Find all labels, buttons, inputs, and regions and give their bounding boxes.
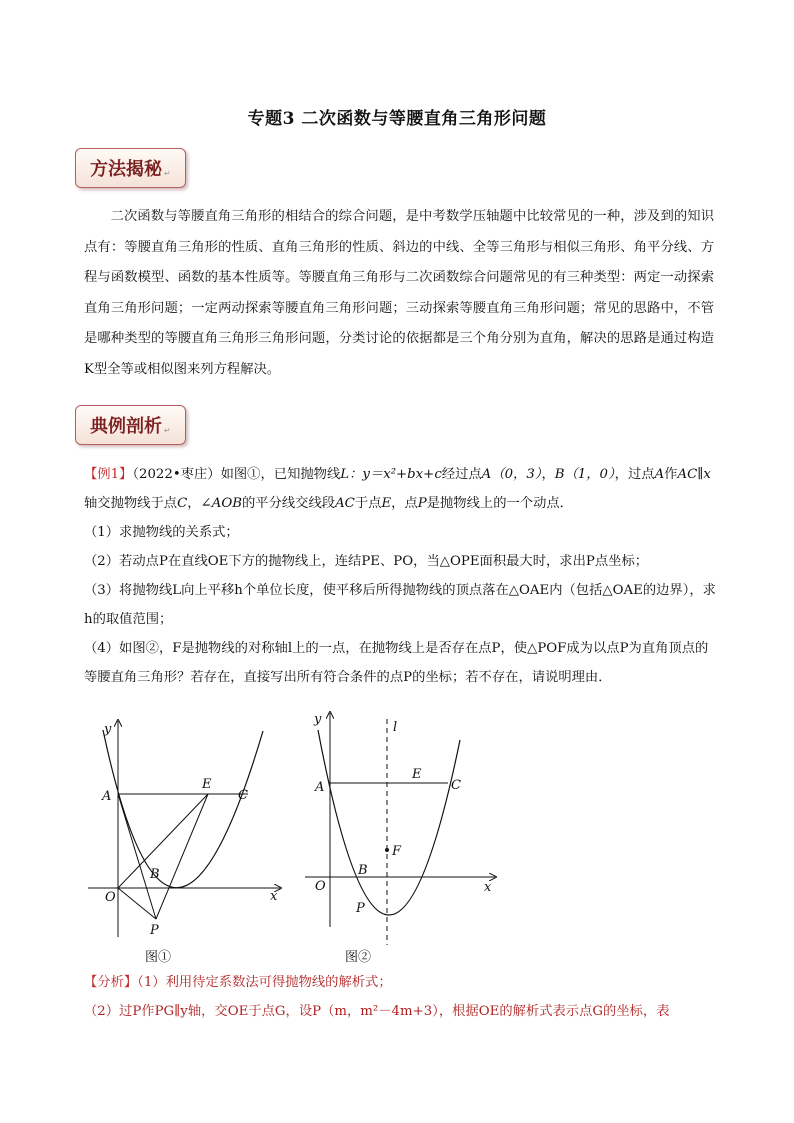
analysis-line-2: （2）过P作PG∥y轴，交OE于点G，设P（m，m²－4m+3），根据OE的解析式表示点G的坐标，表 [84,1004,670,1019]
point-c: C [177,496,188,511]
figure-1 [88,715,298,945]
segment-oe-line [118,794,208,888]
point-b: B（1，0） [554,467,615,482]
label-p: P [356,901,365,916]
label-y: y [314,712,322,727]
stem-text: 如图①，已知抛物线 [220,467,341,482]
question-stem: 【例1】（2022•枣庄）如图①，已知抛物线L：y＝x²+bx+c经过点A（0，3），B（1，0），过点A作AC∥x轴交抛物线于点C，∠AOB的平分线交线段AC于点E，点P是抛物线上的一个动点． [84,467,711,511]
stem-text: 是抛物线上的一个动点． [426,496,573,511]
label-a: A [315,780,325,795]
label-c: C [451,778,461,793]
example-question [84,460,720,692]
angle-aob: AOB [211,496,242,511]
stem-text: ，∠ [187,496,212,511]
label-o: O [105,890,116,905]
question-1: （1）求抛物线的关系式； [84,525,239,540]
stem-text: 轴交抛物线于点 [84,496,178,511]
point-a: A（0，3） [481,467,542,482]
stem-text: 作 [664,467,678,482]
stem-text: 的平分线交线段 [242,496,336,511]
label-b: B [150,867,160,882]
point-e: E [381,496,392,511]
curve-formula: L：y＝x²+bx+c [340,467,442,482]
figure-2 [300,705,505,945]
figure-1-caption: 图① [145,950,172,965]
stem-text: ，点 [391,496,418,511]
axis-x: x [703,467,711,482]
point-p: P [417,496,427,511]
example-source: （2022•枣庄） [132,467,221,482]
label-c: C [238,788,248,803]
label-e: E [202,777,212,792]
section-tag-label: 方法揭秘 [90,159,162,180]
section-tag-label: 典例剖析 [90,416,162,437]
label-l: l [393,720,398,735]
label-x: x [484,880,492,895]
label-b: B [358,863,368,878]
parabola-curve [318,730,460,915]
label-a: A [102,789,112,804]
line-ac: AC∥ [677,467,704,482]
analysis-block [84,968,720,1026]
label-x: x [270,889,278,904]
example-label: 【例1】 [84,467,133,482]
analysis-line-1 [84,968,720,997]
segment-ap-line [118,794,156,919]
stem-text: 于点 [354,496,382,511]
question-3: （3）将抛物线L向上平移h个单位长度，使平移后所得抛物线的顶点落在△OAE内（包括△OAE的边界），求h的取值范围； [84,583,716,627]
analysis-text: （1）利用待定系数法可得抛物线的解析式； [137,975,392,990]
segment-ac: AC [335,496,355,511]
question-2: （2）若动点P在直线OE下方的抛物线上，连结PE、PO，当△OPE面积最大时，求出P点坐标； [84,554,649,569]
page-title: 专题3 二次函数与等腰直角三角形问题 [247,109,547,129]
point-f-dot [385,848,389,852]
parabola-curve [103,730,263,888]
intro-paragraph: 二次函数与等腰直角三角形的相结合的综合问题，是中考数学压轴题中比较常见的一种，涉及到的知识点有：等腰直角三角形的性质、直角三角形的性质、斜边的中线、全等三角形与相似三角形、角平分线、方程与函数模型、函数的基本性质等。等腰直角三角形与二次函数综合问题常见的有三种类型：两定一动探索直角三角形问题；一定两动探索等腰直角三角形问题；三动探索等腰直角三角形问题；常见的思路中，不管是哪种类型的等腰直角三角形三角形问题，分类讨论的依据都是三个角分别为直角，解决的思路是通过构造K型全等或相似图来列方程解决。 [84,209,714,377]
label-p: P [150,923,159,938]
figure-2-caption: 图② [345,950,372,965]
segment-pe-line [156,794,208,919]
paragraph-mark-icon: ↵ [164,169,171,178]
label-o: O [315,879,326,894]
segment-op-line [118,888,156,919]
label-e: E [412,767,422,782]
analysis-label: 【分析】 [84,975,138,990]
section-tag-method [75,148,186,188]
paragraph-mark-icon: ↵ [164,426,171,435]
question-4: （4）如图②，F是抛物线的对称轴l上的一点，在抛物线上是否存在点P，使△POF成为以点P为直角顶点的等腰直角三角形？若存在，直接写出所有符合条件的点P的坐标；若不存在，请说明理由． [84,641,709,685]
label-f: F [392,844,402,859]
stem-text: ，过点 [614,467,655,482]
label-y: y [104,722,112,737]
stem-text: 经过点 [441,467,482,482]
section-tag-example [75,405,186,445]
